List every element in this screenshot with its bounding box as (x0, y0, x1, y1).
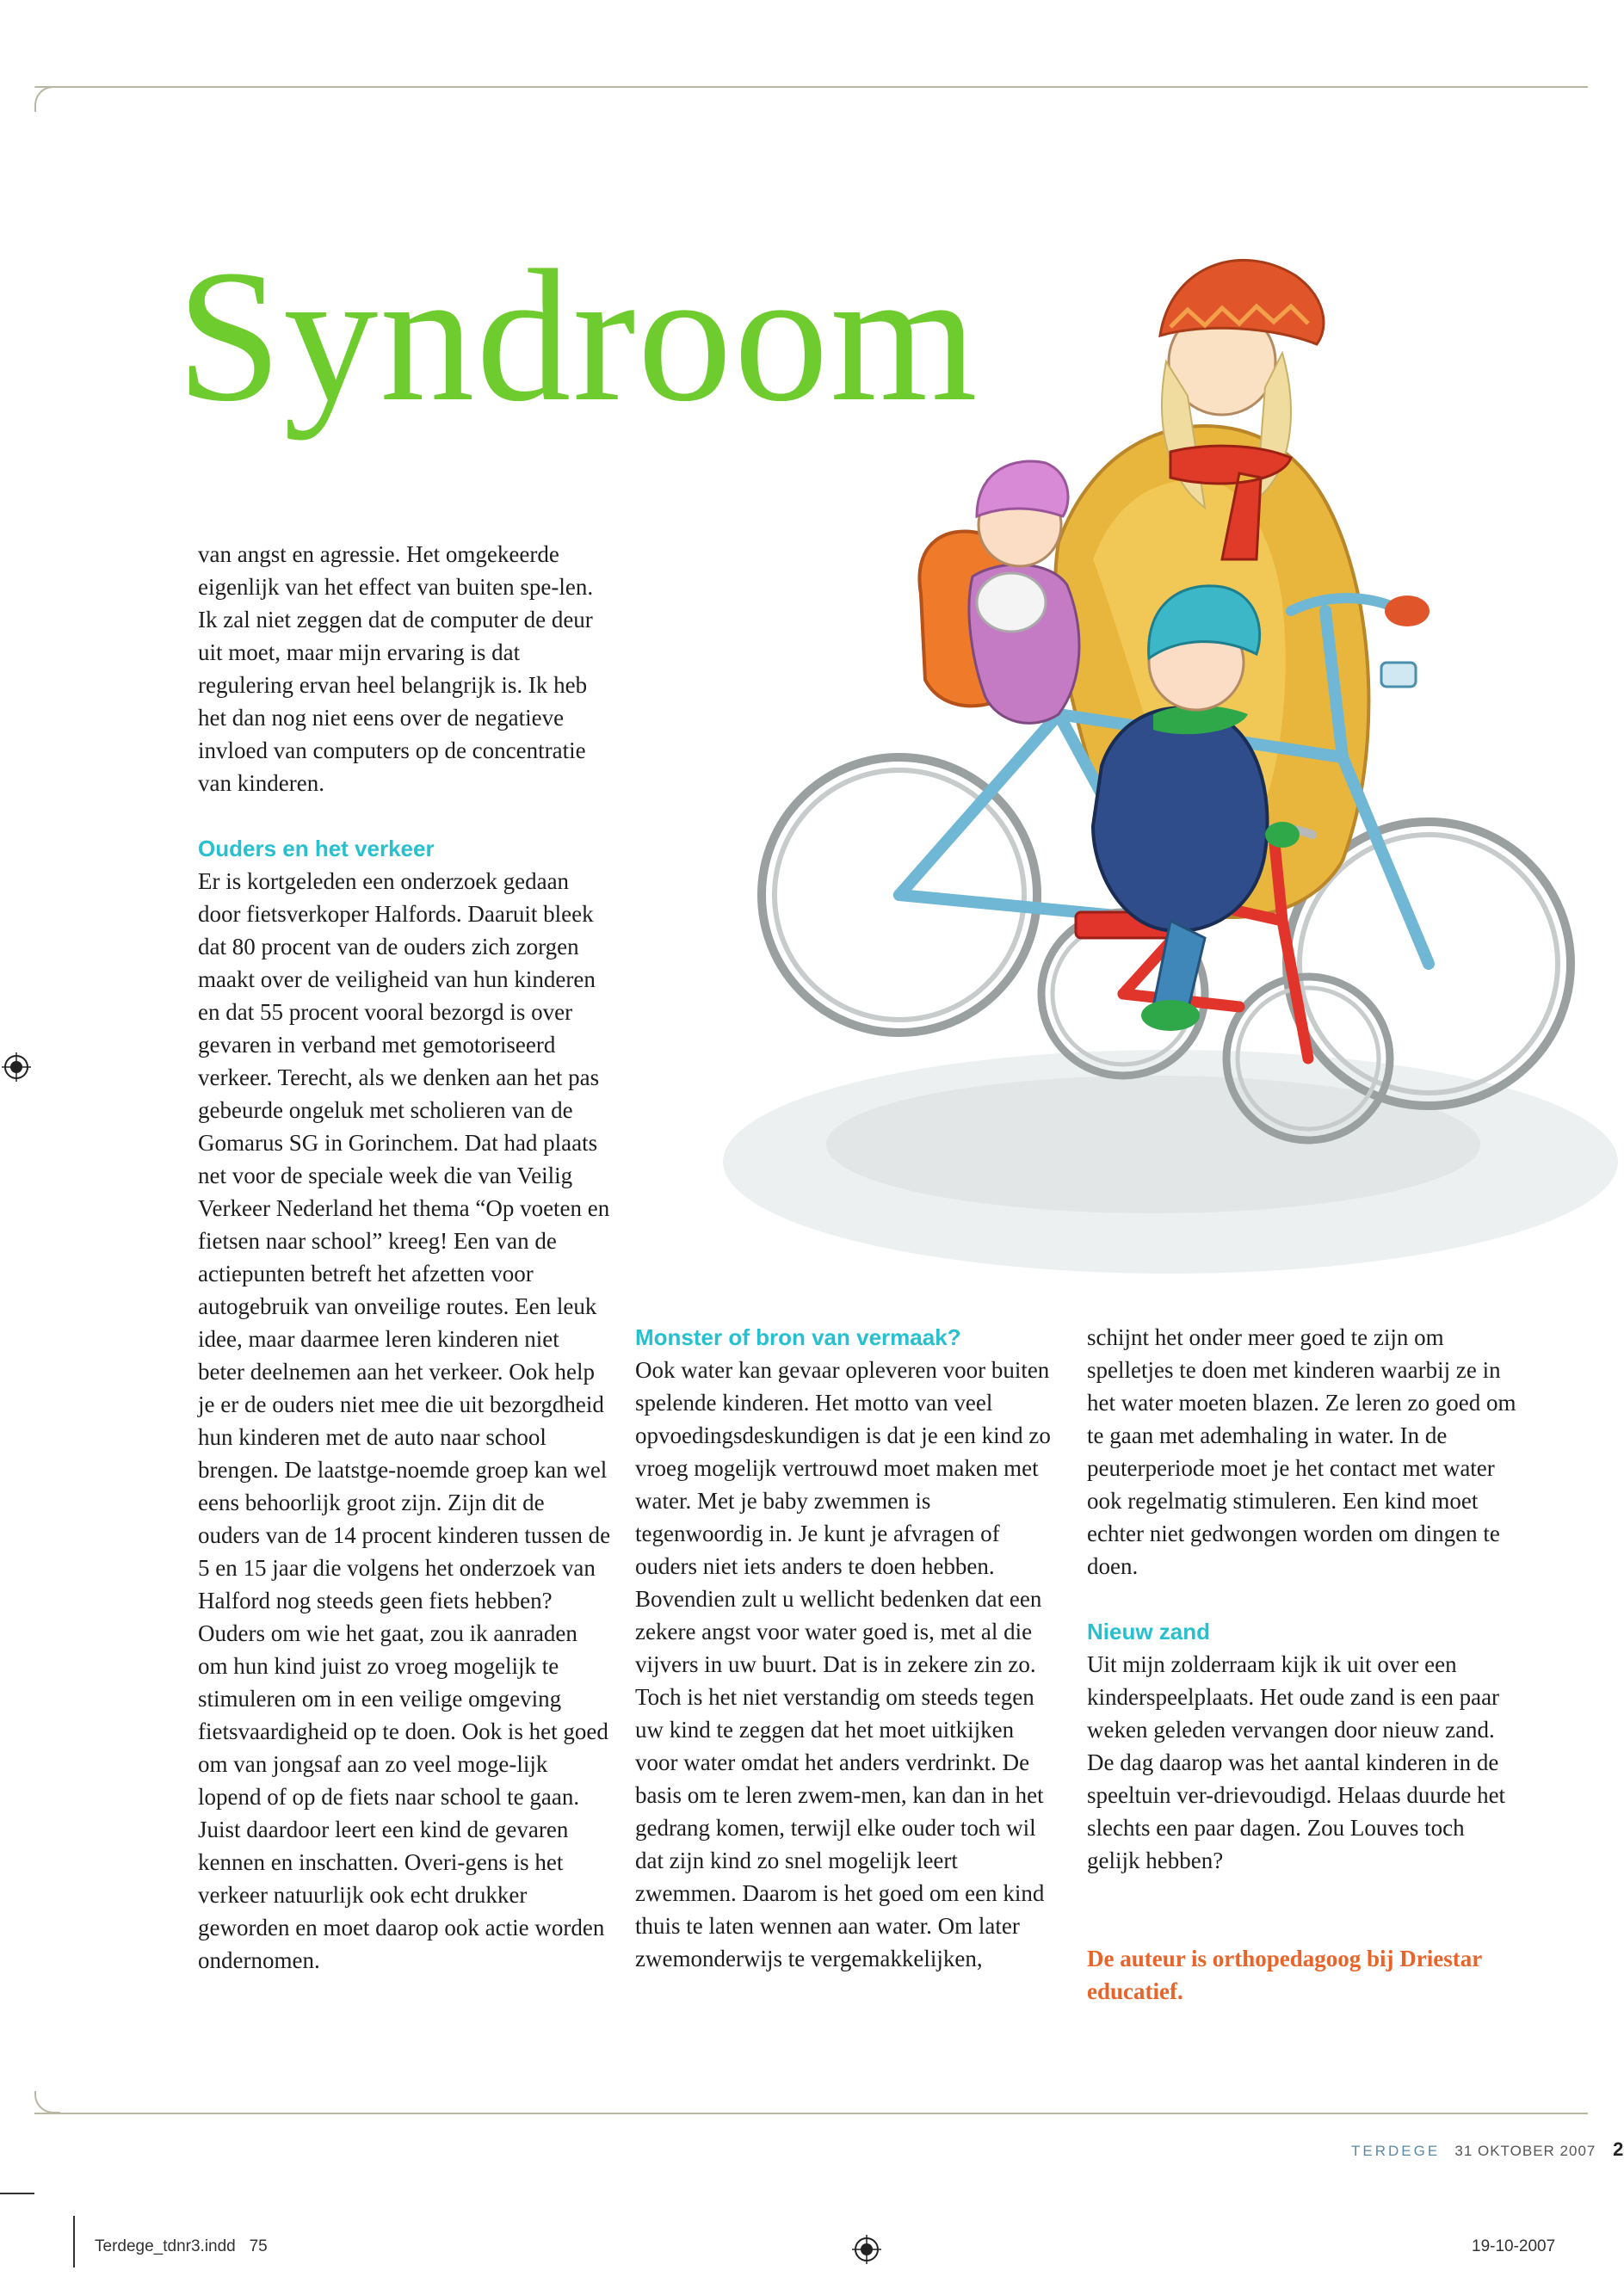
registration-mark-bottom-icon (852, 2235, 881, 2264)
slug-date: 19-10-2007 (1472, 2237, 1556, 2255)
column-2 (635, 1321, 1057, 1975)
top-rule (34, 86, 1588, 88)
article-title: Syndroom (176, 231, 979, 441)
col2-body-2: Toch is het niet verstandig om steeds tegen uw kind te zeggen dat het moet uitkijken voor water omdat het anders verdrinkt. De basis om te leren zwem-men, kan dan in het gedrang komen, terwijl elke ouder toch wil dat zijn kind zo snel mogelijk leert zwemmen. Daarom is het goed om een kind thuis te laten wennen aan water. Om later zwemonderwijs te vergemakkelijken, (635, 1684, 1045, 1971)
crop-mark-vertical (73, 2216, 75, 2267)
bicycle-family-illustration (689, 232, 1588, 1325)
col3-spacer-2 (1087, 1877, 1517, 1942)
col1-section-body: Er is kortgeleden een onderzoek gedaan door fietsverkoper Halfords. Daaruit bleek dat 80 procent van de ouders zich zorgen maakt over de veiligheid van hun kinderen en dat 55 procent vooral bezorgd is over gevaren in verband met gemotoriseerd verkeer. Terecht, als we denken aan het pas gebeurde ongeluk met scholieren van de Gomarus SG in Gorinchem. Dat had plaats net voor de speciale week die van Veilig Verkeer Nederland het thema “Op voeten en fietsen naar school” kreeg! Een van de actiepunten betreft het afzetten voor autogebruik van onveilige routes. Een leuk idee, maar daarmee leren kinderen niet beter deelnemen aan het verkeer. Ook help je er de ouders niet mee die uit bezorgdheid hun kinderen met de auto naar school brengen. De laatstge-noemde groep kan wel eens behoorlijk groot zijn. Zijn dit de ouders van de 14 procent kinderen tussen de 5 en 15 jaar die volgens het onderzoek van Halford nog steeds geen fiets hebben? Ouders om wie het gaat, zou ik aanraden om hun kind juist zo vroeg mogelijk te stimuleren om in een veilige omgeving fietsvaardigheid op te doen. Ook is het goed om van jongsaf aan zo veel moge-lijk lopend of op de fiets naar school te gaan. Juist daardoor leert een kind de gevaren kennen en inschatten. Overi-gens is het verkeer natuurlijk ook echt drukker geworden en moet daarop ook actie worden ondernomen. (198, 868, 611, 1973)
col3-spacer-1 (1087, 1583, 1517, 1615)
author-note: De auteur is orthopedagoog bij Driestar educatief. (1087, 1946, 1482, 2004)
baby-hat (977, 461, 1068, 516)
folio-page-number: 2 (1613, 2138, 1624, 2160)
col3-body-2: Uit mijn zolderraam kijk ik uit over een kinderspeelplaats. Het oude zand is een paar weken geleden vervangen door nieuw zand. De dag daarop was het aantal kinderen in de speeltuin ver-drievoudigd. Helaas duurde het slechts een paar dagen. Zou Louves toch gelijk hebben? (1087, 1651, 1506, 1873)
subhead-nieuw-zand: Nieuw zand (1087, 1619, 1211, 1644)
column-3 (1087, 1321, 1517, 2008)
child-boot (1141, 1000, 1200, 1031)
col1-intro: van angst en agressie. Het omgekeerde eigenlijk van het effect van buiten spe-len. Ik zal niet zeggen dat de computer de deur uit moet, maar mijn ervaring is dat regulering ervan heel belangrijk is. Ik heb het dan nog niet eens over de negatieve invloed van computers op de concentratie van kinderen. (198, 541, 594, 796)
child-coat (1093, 708, 1268, 931)
top-rule-corner (34, 86, 60, 112)
subhead-monster-bron: Monster of bron van vermaak? (635, 1324, 961, 1350)
crop-mark-horizontal (0, 2193, 34, 2194)
mother-glove (1385, 595, 1429, 626)
baby-toy (977, 573, 1046, 632)
col3-body-1: schijnt het onder meer goed te zijn om spelletjes te doen met kinderen waarbij ze in het water moeten blazen. Ze leren zo goed om te gaan met ademhaling in water. In de peuterperiode moet je het contact met water ook regelmatig stimuleren. Een kind moet echter niet gedwongen worden om dingen te doen. (1087, 1324, 1516, 1579)
col1-spacer (198, 799, 611, 832)
page-folio (1351, 2138, 1624, 2161)
registration-mark-icon (2, 1052, 31, 1082)
mother-bike-lamp (1381, 663, 1416, 687)
folio-brand: TERDEGE (1351, 2143, 1441, 2159)
column-1 (198, 538, 611, 1977)
slug-filename: Terdege_tdnr3.indd 75 (95, 2237, 268, 2255)
child-glove (1265, 822, 1300, 848)
bottom-rule-corner (34, 2091, 60, 2113)
col2-body-1: Ook water kan gevaar opleveren voor buiten spelende kinderen. Het motto van veel opvoedingsdeskundigen is dat je een kind zo vroeg mogelijk vertrouwd moet maken met water. Met je baby zwemmen is tegenwoordig in. Je kunt je afvragen of ouders niet iets anders te doen hebben. Bovendien zult u wellicht bedenken dat een zekere angst voor water goed is, met al die vijvers in uw buurt. Dat is in zekere zin zo. (635, 1357, 1051, 1677)
bottom-rule (34, 2113, 1588, 2114)
folio-date: 31 OKTOBER 2007 (1454, 2143, 1596, 2159)
subhead-ouders-verkeer: Ouders en het verkeer (198, 836, 435, 861)
